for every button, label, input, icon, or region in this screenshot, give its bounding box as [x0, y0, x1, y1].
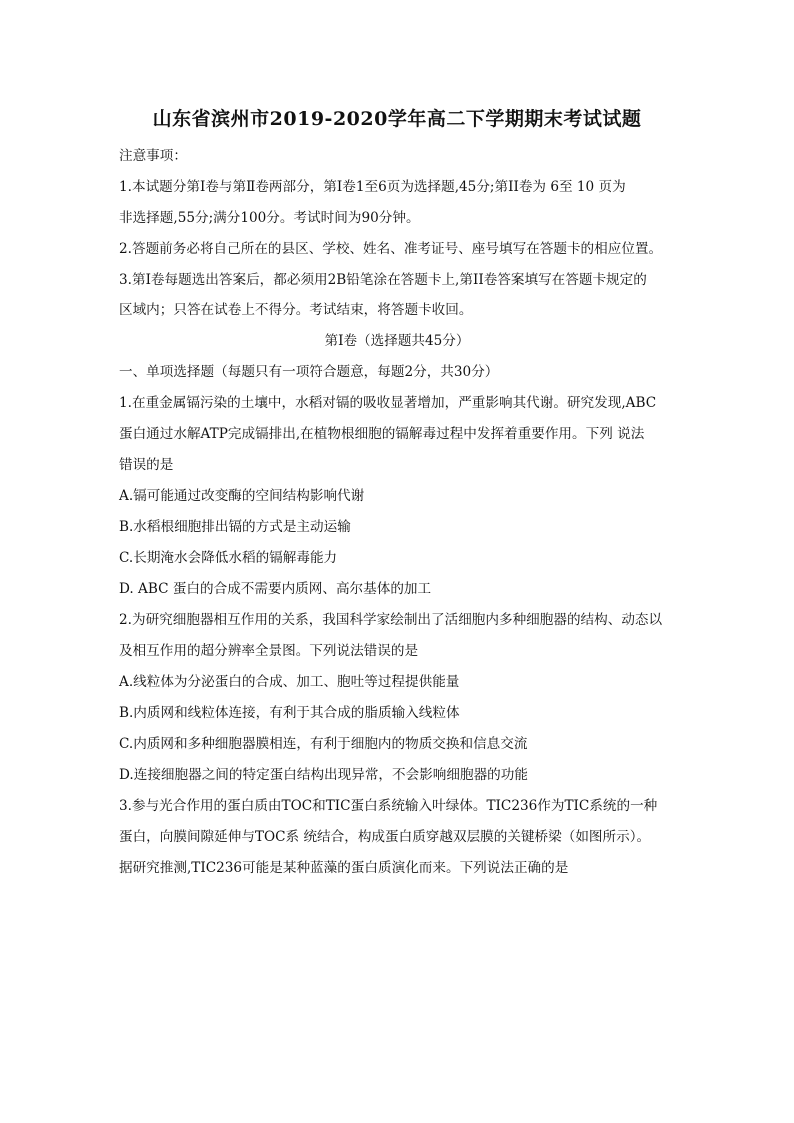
question-1-option-c: C.长期淹水会降低水稻的镉解毒能力 [119, 550, 338, 566]
notice-line-3: 2.答题前务必将自己所在的县区、学校、姓名、准考证号、座号填写在答题卡的相应位置。 [119, 241, 663, 257]
notice-line-2: 非选择题,55分;满分100分。考试时间为90分钟。 [119, 210, 420, 226]
notice-line-1: 1.本试题分第Ⅰ卷与第Ⅱ卷两部分，第Ⅰ卷1至6页为选择题,45分;第II卷为 6至 10 页为 [119, 179, 626, 195]
section-title: 第Ⅰ卷（选择题共45分） [324, 333, 470, 349]
question-2-line-2: 及相互作用的超分辨率全景图。下列说法错误的是 [119, 643, 419, 659]
question-3-line-3: 据研究推测,TIC236可能是某种蓝藻的蛋白质演化而来。下列说法正确的是 [119, 860, 569, 876]
question-1-line-2: 蛋白通过水解ATP完成镉排出,在植物根细胞的镉解毒过程中发挥着重要作用。下列 说法 [119, 426, 645, 442]
question-3-line-1: 3.参与光合作用的蛋白质由TOC和TIC蛋白系统输入叶绿体。TIC236作为TIC系统的一种 [119, 798, 658, 814]
question-1-option-b: B.水稻根细胞排出镉的方式是主动运输 [119, 519, 351, 535]
question-1-line-3: 错误的是 [119, 457, 174, 473]
notice-line-5: 区域内；只答在试卷上不得分。考试结束，将答题卡收回。 [119, 302, 473, 318]
notice-line-4: 3.第Ⅰ卷每题选出答案后，都必须用2B铅笔涂在答题卡上,第II卷答案填写在答题卡规定的 [119, 272, 647, 288]
question-2-option-a: A.线粒体为分泌蛋白的合成、加工、胞吐等过程提供能量 [119, 674, 460, 690]
question-2-option-d: D.连接细胞器之间的特定蛋白结构出现异常，不会影响细胞器的功能 [119, 767, 528, 783]
notice-heading: 注意事项： [119, 148, 187, 164]
question-2-option-c: C.内质网和多种细胞器膜相连，有利于细胞内的物质交换和信息交流 [119, 736, 528, 752]
question-2-option-b: B.内质网和线粒体连接，有利于其合成的脂质输入线粒体 [119, 705, 460, 721]
question-3-line-2: 蛋白，向膜间隙延伸与TOC系 统结合，构成蛋白质穿越双层膜的关键桥梁（如图所示）。 [119, 829, 651, 845]
question-1-option-a: A.镉可能通过改变酶的空间结构影响代谢 [119, 488, 365, 504]
exam-title: 山东省滨州市2019-2020学年高二下学期期末考试试题 [152, 108, 642, 130]
question-2-line-1: 2.为研究细胞器相互作用的关系，我国科学家绘制出了活细胞内多种细胞器的结构、动态以 [119, 612, 663, 628]
question-1-option-d: D. ABC 蛋白的合成不需要内质网、高尔基体的加工 [119, 581, 432, 597]
question-1-line-1: 1.在重金属镉污染的土壤中，水稻对镉的吸收显著增加，严重影响其代谢。研究发现,ABC [119, 395, 657, 411]
part-title: 一、单项选择题（每题只有一项符合题意，每题2分，共30分） [119, 364, 499, 380]
